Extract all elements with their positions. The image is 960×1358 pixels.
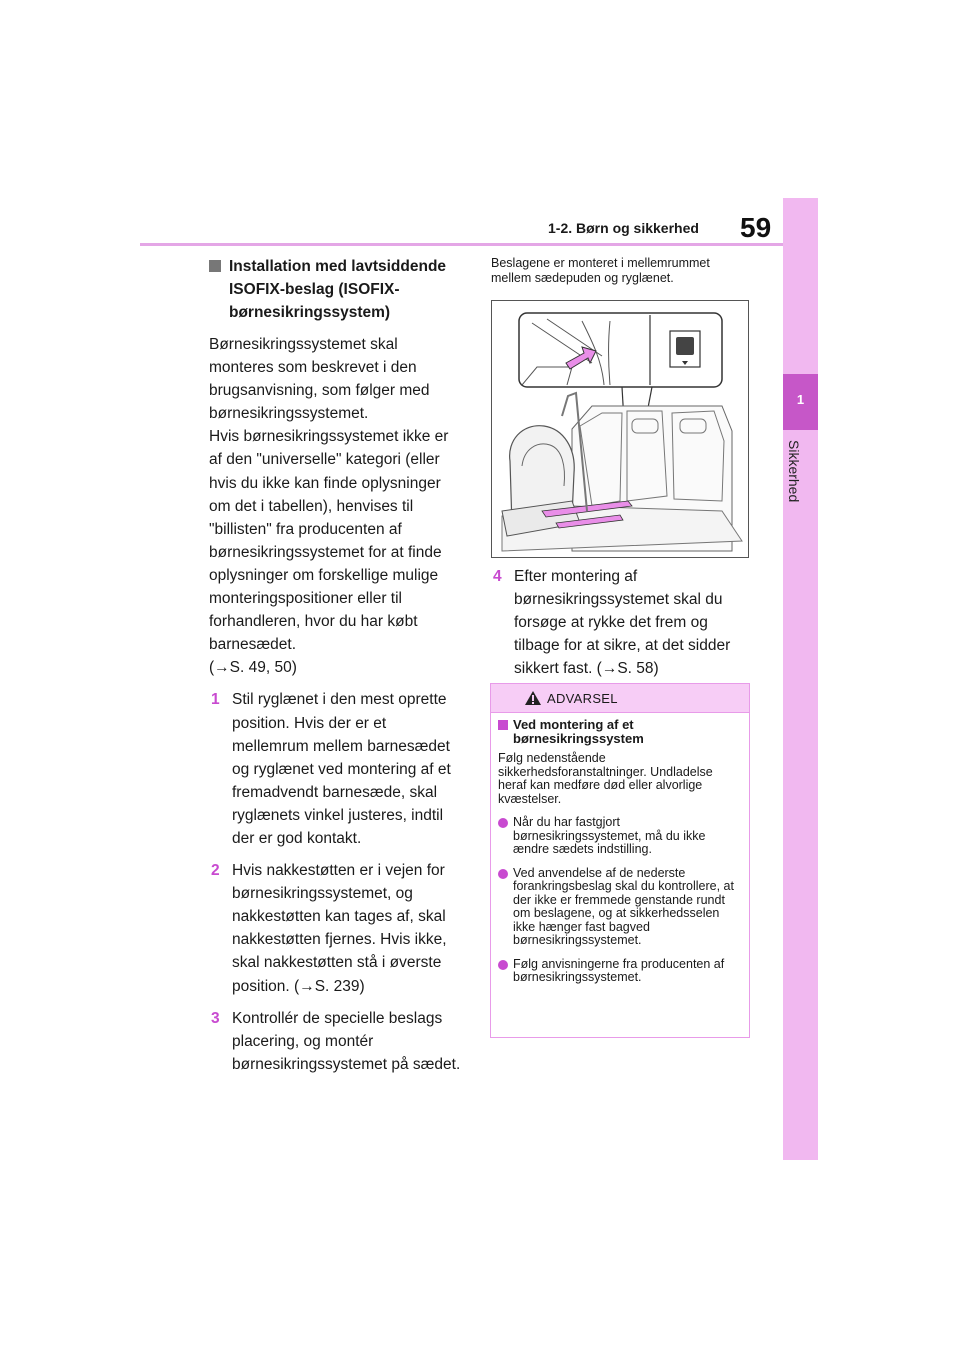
step-number: 3 (211, 1009, 220, 1027)
header-rule (140, 243, 783, 246)
step-number: 1 (211, 691, 220, 709)
step-text: Kontrollér de specielle beslags placering, og montér børnesikringssystemet på sædet. (232, 1009, 461, 1073)
step-4-item (491, 565, 751, 680)
left-column (209, 255, 465, 1076)
chapter-side-tab (783, 198, 818, 1160)
square-bullet-icon (498, 720, 508, 730)
section-title: 1-2. Børn og sikkerhed (548, 220, 699, 236)
round-bullet-icon (498, 818, 508, 828)
step-2 (209, 859, 465, 998)
chapter-label-wrap (786, 440, 816, 540)
step-3 (209, 1007, 465, 1076)
warning-bullet-text: Når du har fastgjort børnesikringssystemet, må du ikke ændre sædets indstilling. (513, 815, 706, 856)
warning-header (491, 684, 749, 713)
section-heading (209, 255, 465, 324)
intro-text-2: Hvis børnesikringssystemet ikke er af den "universelle" kategori (eller hvis du ikke kan finde oplysninger om det i tabellen), henvises til "billisten" fra producenten af børnesikringssystemet for at finde oplysninger om forskellige mulige monteringspositioner eller til forhandleren, hvor du har købt barnesædet. (209, 428, 449, 654)
figure-caption: Beslagene er monteret i mellemrummet mellem sædepuden og ryglænet. (491, 256, 710, 285)
warning-body (498, 718, 742, 985)
warning-heading (498, 718, 742, 746)
step-1 (209, 688, 465, 850)
intro-text: Børnesikringssystemet skal monteres som beskrevet i den brugsanvisning, som følger med børnesikringssystemet. (209, 336, 430, 423)
warning-heading-text: Ved montering af et børnesikringssystem (513, 717, 644, 746)
page-reference: (→S. 49, 50) (209, 659, 297, 677)
page-number: 59 (740, 212, 772, 243)
warning-bullet (498, 958, 742, 985)
step-text: Efter montering af børnesikringssystemet skal du forsøge at rykke det frem og tilbage for at sikre, at det sidder sikkert fast. (→S. 58) (514, 568, 731, 678)
intro-paragraph (209, 333, 465, 679)
seat-illustration-svg (492, 301, 748, 557)
warning-text: Følg nedenstående sikkerhedsforanstaltninger. Undladelse heraf kan medføre død eller alvorlige kvæstelser. (498, 751, 713, 806)
round-bullet-icon (498, 869, 508, 879)
step-number: 2 (211, 862, 220, 880)
warning-bullet-text: Ved anvendelse af de nederste forankringsbeslag skal du kontrollere, at der ikke er fremmede genstande rundt om beslagene, og at sikkerhedsselen ikke hænger fast bagved børnesikringssystemet. (513, 865, 734, 947)
round-bullet-icon (498, 960, 508, 970)
warning-bullet-text: Følg anvisningerne fra producenten af børnesikringssystemet. (513, 956, 725, 984)
warning-bullet (498, 816, 742, 857)
section-heading-text: Installation med lavtsiddende ISOFIX-beslag (ISOFIX-børnesikringssystem) (229, 258, 447, 321)
step-text: Stil ryglænet i den mest oprette position. Hvis der er et mellemrum mellem barnesædet og ryglænet ved montering af et fremadvendt barnesæde, skal ryglænets vinkel justeres, indtil der er god kontakt. (232, 691, 451, 847)
right-column (491, 256, 751, 286)
step-text: Hvis nakkestøtten er i vejen for børnesikringssystemet, og nakkestøtten kan tages af, skal nakkestøtten fjernes. Hvis ikke, skal nakkestøtten stå i øverste position. (→S. 239) (232, 862, 447, 995)
warning-triangle-icon (524, 690, 542, 706)
square-bullet-icon (209, 260, 221, 272)
step-4 (491, 565, 751, 680)
chapter-number: 1 (796, 392, 805, 407)
warning-bullet (498, 867, 742, 948)
isofix-illustration (491, 300, 749, 558)
step-number: 4 (493, 568, 502, 585)
warning-title: ADVARSEL (547, 691, 618, 706)
chapter-label: Sikkerhed (786, 440, 802, 503)
warning-box (490, 683, 750, 1038)
